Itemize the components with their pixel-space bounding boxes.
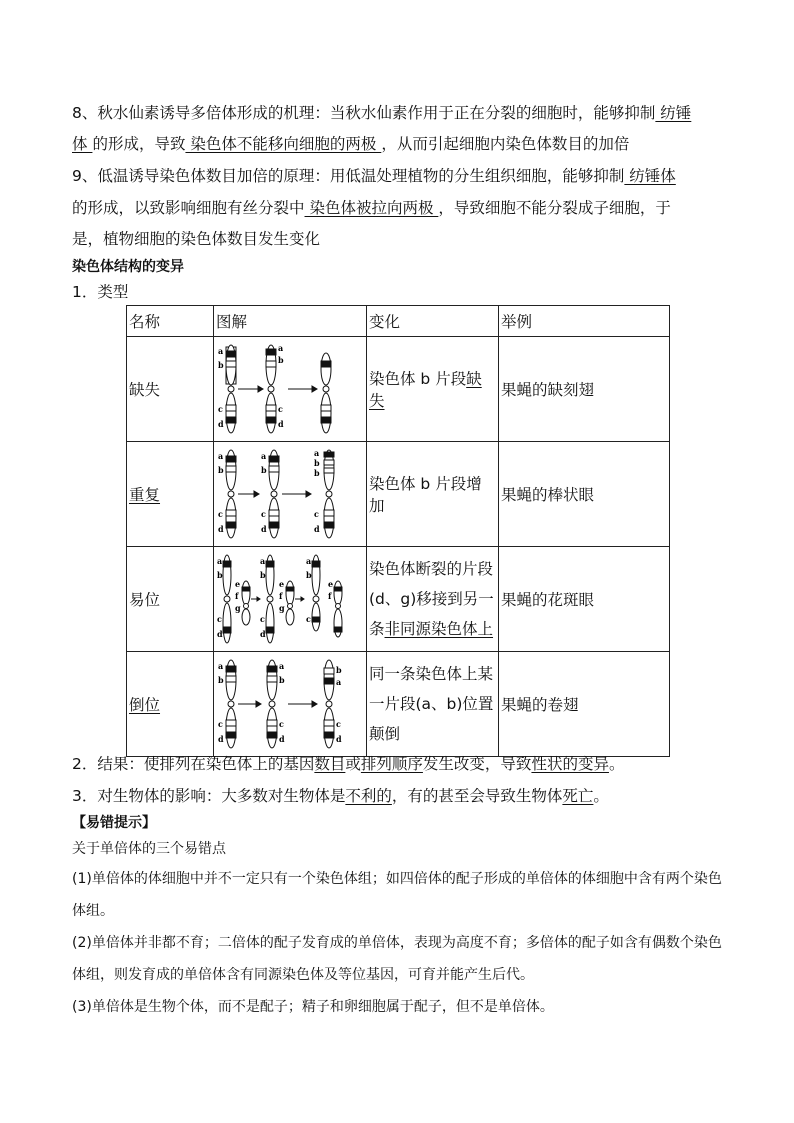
p9-text: 9、低温诱导染色体数目加倍的原理：用低温处理植物的分生组织细胞，能够抑制: [72, 167, 625, 185]
label-d: d: [218, 734, 224, 744]
item2-text2: 发生改变，导致: [422, 755, 532, 773]
table-header-row: [127, 306, 670, 337]
p8-text3: ，从而引起细胞内染色体数目的加倍: [381, 135, 630, 153]
item2-text: 2．结果：使排列在染色体上的基因: [72, 755, 315, 773]
label-b: b: [218, 675, 224, 685]
label-a2: a: [260, 556, 266, 566]
label-b2: b: [279, 675, 285, 685]
change-line1: 同一条染色体上某: [369, 665, 494, 683]
label-a: a: [218, 661, 224, 671]
label-a2: a: [278, 343, 284, 353]
label-g: g: [235, 603, 241, 613]
label-f: f: [235, 591, 239, 601]
table-row-translocation: [127, 547, 670, 652]
p9-line1: [72, 164, 676, 186]
label-d2: d: [260, 629, 266, 639]
label-a: a: [217, 556, 223, 566]
row-change: 染色体 b 片段增加: [367, 442, 499, 547]
item2-or: 或: [345, 755, 361, 773]
label-c2: c: [261, 509, 266, 519]
label-d: d: [218, 419, 224, 429]
header-diagram: 图解: [214, 306, 367, 337]
translocation-diagram: [214, 547, 367, 652]
tip-subtitle: 关于单倍体的三个易错点: [72, 841, 226, 857]
label-b: b: [218, 360, 224, 370]
row-change: [367, 652, 499, 757]
tip1-line2: 体组。: [72, 903, 114, 919]
label-b4: b: [314, 468, 320, 478]
label-d2: d: [278, 419, 284, 429]
tip-title: 【易错提示】: [72, 815, 156, 831]
label-c3: c: [336, 719, 341, 729]
label-b: b: [218, 465, 224, 475]
label-b2: b: [260, 570, 266, 580]
label-f2: f: [279, 591, 283, 601]
p9-text3: ，导致细胞不能分裂成子细胞，于: [438, 199, 671, 217]
table-row-inversion: [127, 652, 670, 757]
label-b2: b: [278, 355, 284, 365]
label-e3: e: [328, 579, 334, 589]
item2-line: [72, 752, 624, 774]
label-c: c: [217, 614, 222, 624]
change-keyword: 非同源染色体上: [384, 620, 494, 638]
p8-line1: [72, 101, 691, 123]
p9-line2: [72, 196, 671, 218]
tip2-line1: (2)单倍体并非都不育；二倍体的配子发育成的单倍体，表现为高度不育；多倍体的配子如含有偶数个染色: [72, 935, 722, 951]
label-d3: d: [314, 524, 320, 534]
item2-keyword-order: 排列顺序: [360, 755, 423, 773]
item3-period: 。: [593, 787, 609, 805]
p8-answer-spindle-cont: 体: [72, 135, 93, 153]
variation-table: [126, 305, 670, 757]
item3-text: 3．对生物体的影响：大多数对生物体是: [72, 787, 346, 805]
label-c2: c: [278, 404, 283, 414]
item2-period: 。: [608, 755, 625, 773]
change-text: 染色体 b 片段: [369, 370, 467, 388]
p8-text: 8、秋水仙素诱导多倍体形成的机理：当秋水仙素作用于正在分裂的细胞时，能够抑制: [72, 104, 656, 122]
label-a3: a: [306, 556, 312, 566]
translocation-chromosome-diagram: [216, 551, 356, 647]
table-row-deletion: [127, 337, 670, 442]
item3-text2: ，有的甚至会导致生物体: [391, 787, 563, 805]
label-d: d: [218, 524, 224, 534]
p9-line3: 是，植物细胞的染色体数目发生变化: [72, 230, 321, 248]
row-change: [367, 337, 499, 442]
header-change: 变化: [367, 306, 499, 337]
row-name: 缺失: [127, 337, 214, 442]
p8-answer-poles: 染色体不能移向细胞的两极: [185, 135, 382, 153]
item3-keyword-death: 死亡: [562, 787, 594, 805]
deletion-diagram: [214, 337, 367, 442]
label-d2: d: [279, 734, 285, 744]
section-title: 染色体结构的变异: [72, 259, 184, 275]
label-b2: b: [261, 465, 267, 475]
p9-text2: 的形成，以致影响细胞有丝分裂中: [72, 199, 305, 217]
p9-answer-spindle: 纺锤体: [624, 167, 676, 185]
inversion-chromosome-diagram: [216, 656, 356, 752]
change-line3: 颠倒: [369, 725, 401, 743]
row-example: 果蝇的卷翅: [499, 652, 670, 757]
label-e: e: [235, 579, 241, 589]
label-a: a: [218, 451, 224, 461]
label-a2: a: [279, 661, 285, 671]
change-keyword: 缺失: [369, 370, 482, 410]
item1-heading: 1．类型: [72, 283, 129, 301]
duplication-chromosome-diagram: [216, 446, 356, 542]
p8-line2: [72, 132, 629, 154]
row-name: [127, 442, 214, 547]
label-c: c: [218, 509, 223, 519]
header-name: 名称: [127, 306, 214, 337]
table-row-duplication: [127, 442, 670, 547]
label-d: d: [217, 629, 223, 639]
change-line3: [369, 614, 496, 644]
label-c: c: [218, 719, 223, 729]
change-line2: (d、g)移接到另一: [369, 590, 494, 608]
item3-keyword-harmful: 不利的: [345, 787, 392, 805]
row-name: 易位: [127, 547, 214, 652]
label-b3: b: [306, 570, 312, 580]
row-example: 果蝇的棒状眼: [499, 442, 670, 547]
label-a2: a: [261, 451, 267, 461]
label-b3: b: [336, 665, 342, 675]
label-b3: b: [314, 458, 320, 468]
p9-answer-poles: 染色体被拉向两极: [304, 199, 439, 217]
label-c3: c: [314, 509, 319, 519]
label-a3: a: [314, 448, 320, 458]
row-change: [367, 547, 499, 652]
label-d2: d: [261, 524, 267, 534]
header-example: 举例: [499, 306, 670, 337]
label-d3: d: [336, 734, 342, 744]
row-example: 果蝇的花斑眼: [499, 547, 670, 652]
label-c2: c: [279, 719, 284, 729]
change-line3-pre: 条: [369, 620, 385, 638]
label-b: b: [217, 570, 223, 580]
label-a3: a: [336, 677, 342, 687]
tip1-line1: (1)单倍体的体细胞中并不一定只有一个染色体组；如四倍体的配子形成的单倍体的体细胞中含有两个染色: [72, 871, 722, 887]
label-a: a: [218, 346, 224, 356]
inversion-diagram: [214, 652, 367, 757]
label-g2: g: [279, 603, 285, 613]
p8-answer-spindle: 纺锤: [655, 104, 692, 122]
row-name-text: 倒位: [129, 696, 161, 714]
item2-keyword-number: 数目: [314, 755, 346, 773]
deletion-chromosome-diagram: [216, 341, 356, 437]
p8-text2: 的形成，导致: [92, 135, 186, 153]
item2-keyword-trait: 性状的变异: [531, 755, 609, 773]
label-e2: e: [279, 579, 285, 589]
duplication-diagram: [214, 442, 367, 547]
label-f3: f: [328, 591, 332, 601]
row-example: 果蝇的缺刻翅: [499, 337, 670, 442]
label-c2: c: [260, 614, 265, 624]
label-c: c: [218, 404, 223, 414]
change-line2: 一片段(a、b)位置: [369, 695, 494, 713]
tip3-line: (3)单倍体是生物个体，而不是配子；精子和卵细胞属于配子，但不是单倍体。: [72, 999, 554, 1015]
tip2-line2: 体组，则发育成的单倍体含有同源染色体及等位基因，可育并能产生后代。: [72, 967, 534, 983]
label-c3: c: [306, 614, 311, 624]
row-name: [127, 652, 214, 757]
change-line1: 染色体断裂的片段: [369, 560, 494, 578]
item3-line: [72, 784, 609, 806]
row-name-text: 重复: [129, 486, 161, 504]
